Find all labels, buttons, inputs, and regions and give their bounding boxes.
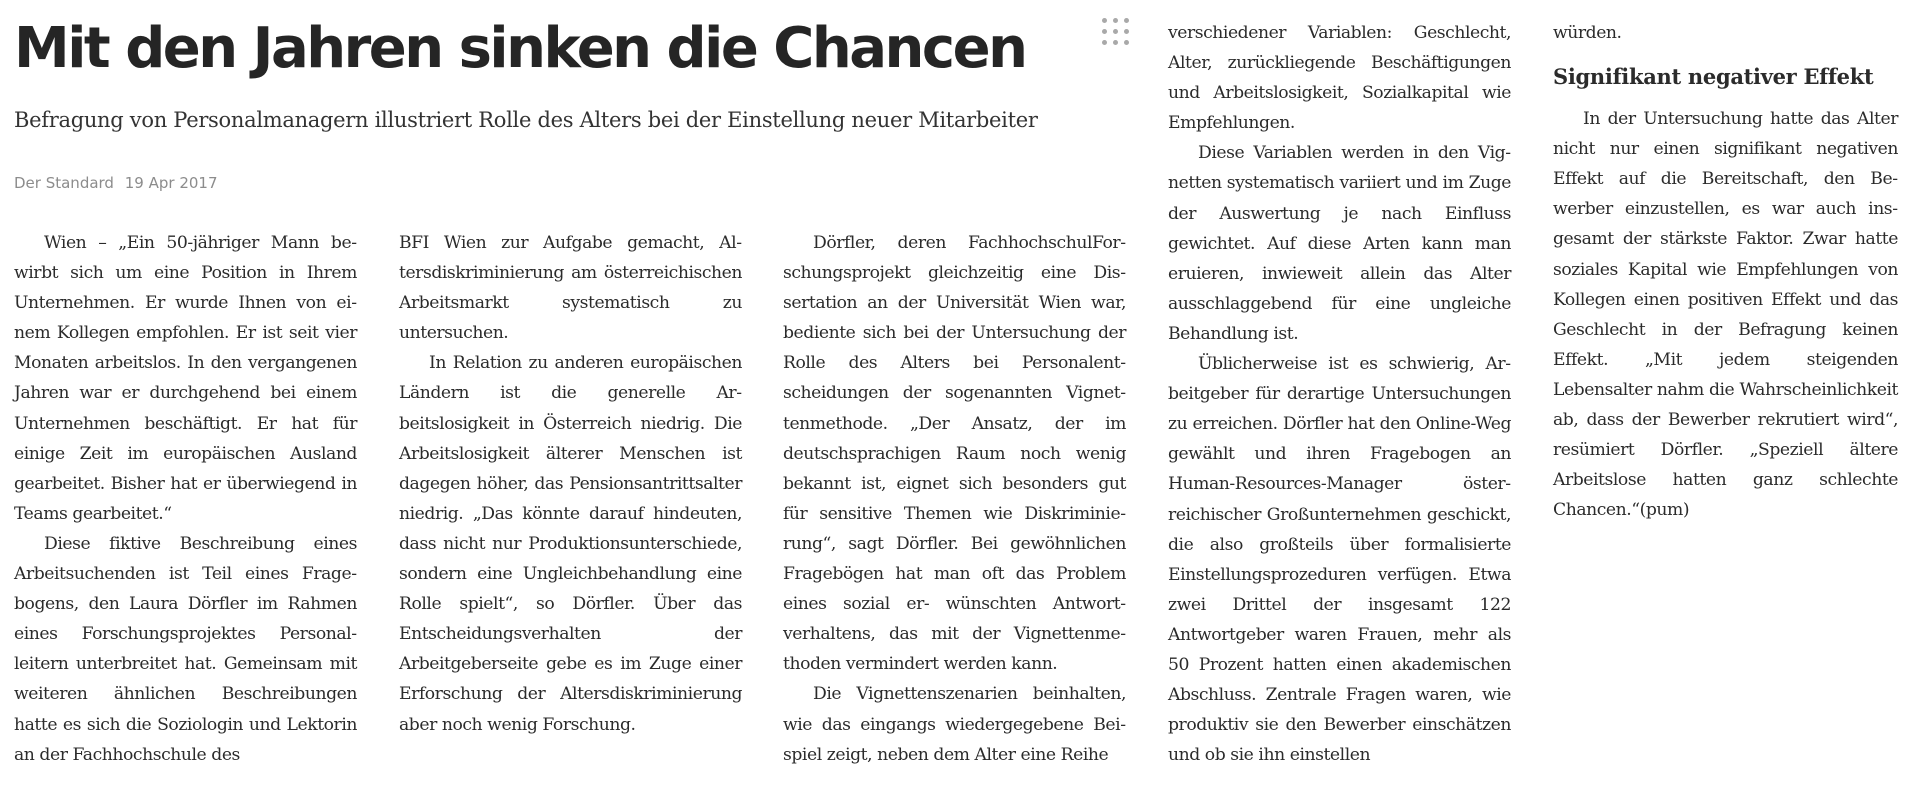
paragraph: BFI Wien zur Aufgabe gemacht, Altersdiskriminierung am österreichischen Arbeitsmarkt systematisch zu untersuchen.: [399, 233, 742, 344]
article-meta: [14, 174, 218, 192]
dot: [1113, 40, 1118, 45]
dot: [1113, 29, 1118, 34]
publish-date: 19 Apr 2017: [124, 174, 218, 192]
text-column-1: [14, 228, 357, 770]
paragraph: Wien – „Ein 50-jähriger Mann bewirbt sich um eine Position in Ihrem Unternehmen. Er wurde Ihnen von einem Kollegen empfohlen. Er ist seit vier Monaten arbeitslos. In den vergangenen Jahren war er durchgehend bei einem Unternehmen beschäftigt. Er hat für einige Zeit im europäischen Ausland gearbeitet. Bisher hat er überwiegend in Teams gearbeitet.“: [14, 233, 357, 524]
dot: [1113, 18, 1118, 23]
article-headline: Mit den Jahren sinken die Chancen: [14, 16, 1026, 81]
text-column-4: [1168, 18, 1511, 770]
section-heading: Signifikant negativer Effekt: [1553, 64, 1874, 90]
paragraph: verschiedener Variablen: Geschlecht, Alter, zurückliegende Beschäftigungen und Arbeitslosigkeit, Sozialkapital wie Empfehlungen.: [1168, 23, 1511, 134]
dot: [1124, 40, 1129, 45]
article-subtitle: Befragung von Personalmanagern illustriert Rolle des Alters bei der Einstellung neuer Mitarbeiter: [14, 108, 1038, 132]
paragraph: Die Vignettenszenarien beinhalten, wie das eingangs wiedergegebene Beispiel zeigt, neben dem Alter eine Reihe: [783, 684, 1126, 765]
paragraph: In der Untersuchung hatte das Alter nicht nur einen signifikant negativen Effekt auf die Bereitschaft, den Bewerber einzustellen, es war auch insgesamt der stärkste Faktor. Zwar hatte soziales Kapital wie Empfehlungen von Kollegen einen positiven Effekt und das Geschlecht in der Befragung keinen Effekt. „Mit jedem steigenden Lebensalter nahm die Wahrscheinlichkeit ab, dass der Bewerber rekrutiert wird“, resümiert Dörfler. „Speziell ältere Arbeitslose hatten ganz schlechte Chancen.“(pum): [1553, 109, 1898, 521]
paragraph: Dörfler, deren FachhochschulForschungsprojekt gleichzeitig eine Dissertation an der Universität Wien war, bediente sich bei der Untersuchung der Rolle des Alters bei Personalentscheidungen der sogenannten Vignettenmethode. „Der Ansatz, der im deutschsprachigen Raum noch wenig bekannt ist, eignet sich besonders gut für sensitive Themen wie Diskriminierung“, sagt Dörfler. Bei gewöhnlichen Fragebögen hat man oft das Problem eines sozial er- wünschten Antwortverhaltens, das mit der Vignettenmethoden vermindert werden kann.: [783, 233, 1126, 675]
dot: [1102, 40, 1107, 45]
text-column-3: [783, 228, 1126, 770]
paragraph: Üblicherweise ist es schwierig, Arbeitgeber für derartige Untersuchungen zu erreichen. Dörfler hat den Online-Weg gewählt und ihren Fragebogen an Human-Resources-Manager österreichischer Großunternehmen geschickt, die also großteils über formalisierte Einstellungsprozeduren verfügen. Etwa zwei Drittel der insgesamt 122 Antwortgeber waren Frauen, mehr als 50 Prozent hatten einen akademischen Abschluss. Zentrale Fragen waren, wie produktiv sie den Bewerber einschätzen und ob sie ihn einstellen: [1168, 354, 1511, 766]
grid-dots-icon[interactable]: [1102, 18, 1130, 46]
dot: [1102, 29, 1107, 34]
paragraph: Diese fiktive Beschreibung eines Arbeitsuchenden ist Teil eines Fragebogens, den Laura Dörfler im Rahmen eines Forschungsprojektes Personalleitern unterbreitet hat. Gemeinsam mit weiteren ähnlichen Beschreibungen hatte es sich die Soziologin und Lektorin an der Fachhochschule des: [14, 533, 357, 765]
text-column-5: [1553, 18, 1898, 525]
source-name: Der Standard: [14, 174, 114, 192]
dot: [1124, 18, 1129, 23]
text-column-2: [399, 228, 742, 740]
paragraph: Diese Variablen werden in den Vignetten systematisch variiert und im Zuge der Auswertung je nach Einfluss gewichtet. Auf diese Arten kann man eruieren, inwieweit allein das Alter ausschlaggebend für eine ungleiche Behandlung ist.: [1168, 143, 1511, 344]
paragraph: würden.: [1553, 23, 1622, 43]
dot: [1102, 18, 1107, 23]
dot: [1124, 29, 1129, 34]
paragraph: In Relation zu anderen europäischen Ländern ist die generelle Arbeitslosigkeit in Österreich niedrig. Die Arbeitslosigkeit älterer Menschen ist dagegen höher, das Pensionsantrittsalter niedrig. „Das könnte darauf hindeuten, dass nicht nur Produktionsunterschiede, sondern eine Ungleichbehandlung eine Rolle spielt“, so Dörfler. Über das Entscheidungsverhalten der Arbeitgeberseite gebe es im Zuge einer Erforschung der Altersdiskriminierung aber noch wenig Forschung.: [399, 353, 742, 735]
